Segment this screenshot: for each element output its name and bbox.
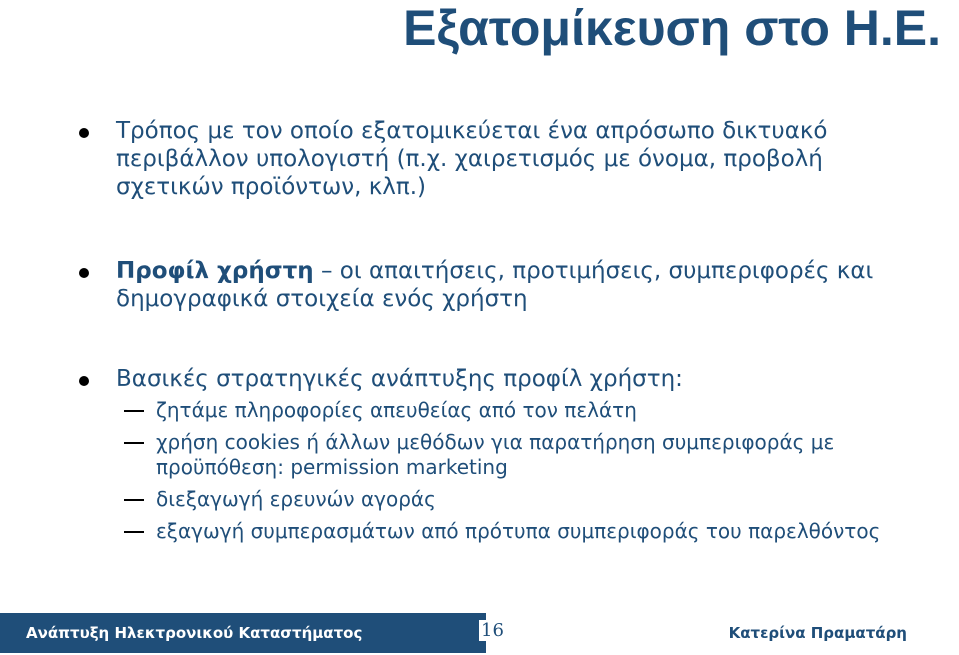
bullet-dot-icon bbox=[79, 128, 89, 138]
bullet-dot-icon bbox=[79, 376, 89, 386]
bullet-text: Βασικές στρατηγικές ανάπτυξης προφίλ χρήστη: bbox=[116, 366, 683, 392]
dash-bullet-icon bbox=[124, 499, 144, 501]
sub-item-cookies bbox=[156, 430, 936, 480]
bullet-dot-icon bbox=[79, 268, 89, 278]
slide-title: Εξατομίκευση στο Η.Ε. bbox=[403, 0, 941, 56]
sub-item-market-research bbox=[156, 487, 936, 512]
sub-item-text: διεξαγωγή ερευνών αγοράς bbox=[156, 487, 436, 511]
page-number: 16 bbox=[481, 620, 504, 641]
sub-item-text: χρήση cookies ή άλλων μεθόδων για παρατήρηση συμπεριφοράς με προϋπόθεση: permission marketing bbox=[156, 430, 835, 479]
dash-bullet-icon bbox=[124, 531, 144, 533]
sub-item-text: ζητάμε πληροφορίες απευθείας από τον πελάτη bbox=[156, 398, 637, 422]
sub-item-ask-customer bbox=[156, 398, 936, 423]
bullet-item-strategies bbox=[116, 365, 936, 393]
footer-course-title: Ανάπτυξη Ηλεκτρονικού Καταστήματος bbox=[26, 624, 363, 642]
bullet-bold-term: Προφίλ χρήστη bbox=[116, 258, 314, 284]
bullet-text: – οι απαιτήσεις, προτιμήσεις, συμπεριφορές και δημογραφικά στοιχεία ενός χρήστη bbox=[116, 258, 874, 312]
dash-bullet-icon bbox=[124, 410, 144, 412]
dash-bullet-icon bbox=[124, 442, 144, 444]
bullet-item-user-profile bbox=[116, 257, 936, 313]
sub-item-text: εξαγωγή συμπερασμάτων από πρότυπα συμπεριφοράς του παρελθόντος bbox=[156, 519, 881, 543]
footer-author: Κατερίνα Πραματάρη bbox=[728, 624, 907, 642]
bullet-text: Τρόπος με τον οποίο εξατομικεύεται ένα απρόσωπο δικτυακό περιβάλλον υπολογιστή (π.χ. χαιρετισμός με όνομα, προβολή σχετικών προϊόντων, κλπ.) bbox=[116, 118, 828, 200]
bullet-item-personalization bbox=[116, 117, 936, 201]
sub-item-inference bbox=[156, 519, 936, 544]
